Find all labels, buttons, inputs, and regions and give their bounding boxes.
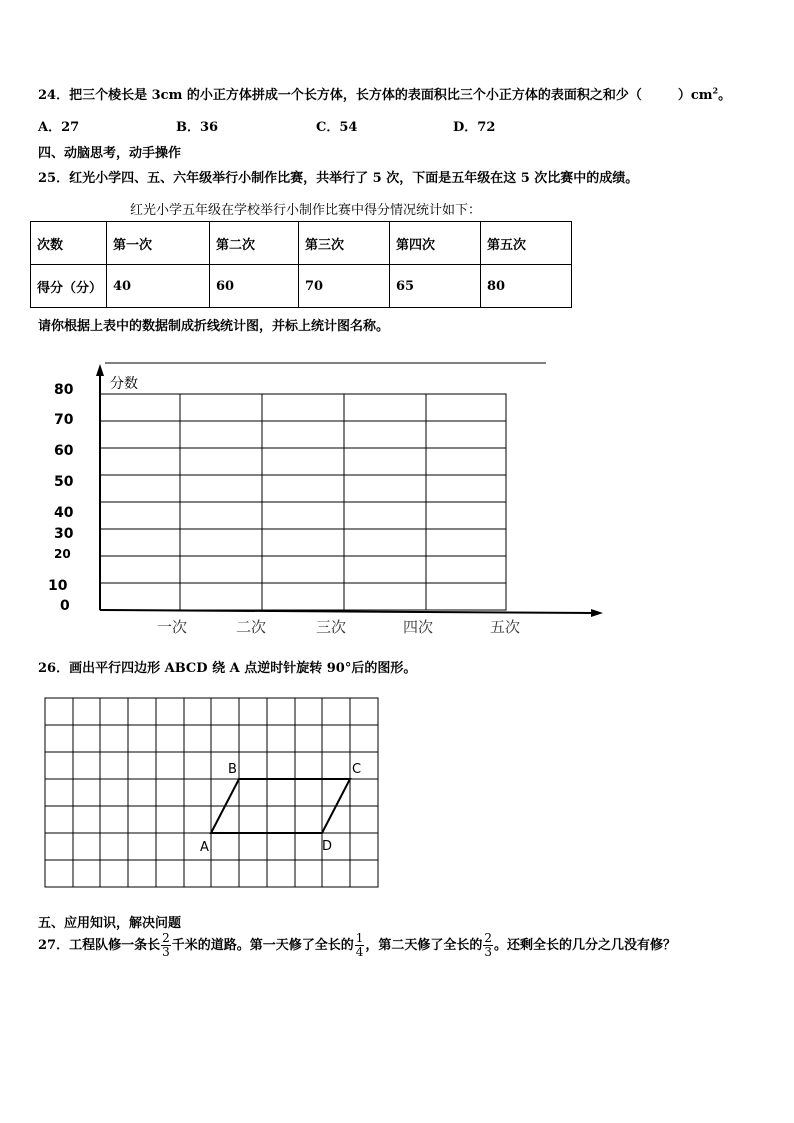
fraction-numerator: 2	[484, 931, 493, 945]
table-cell: 第一次	[107, 222, 210, 265]
section-4-heading: 四、动脑思考，动手操作	[38, 146, 182, 161]
q27-part1: 27．工程队修一条长	[38, 938, 161, 953]
table-row	[31, 222, 572, 265]
table-cell: 得分（分）	[31, 265, 107, 308]
question-27	[38, 932, 676, 959]
q27-part2: 千米的道路。第一天修了全长的	[171, 938, 354, 953]
x-axis-arrow-icon	[591, 609, 603, 617]
q27-part3: ，第二天修了全长的	[365, 938, 483, 953]
x-tick-label: 三次	[316, 618, 347, 636]
table-cell: 60	[210, 265, 299, 308]
x-tick-label: 二次	[236, 618, 267, 636]
table-cell: 第四次	[390, 222, 481, 265]
table-cell: 80	[481, 265, 572, 308]
y-tick-label: 50	[54, 474, 74, 490]
option-d: D．72	[453, 120, 496, 135]
q24-text-after: ）cm	[677, 88, 713, 103]
y-tick-label: 80	[54, 382, 74, 398]
y-tick-label: 20	[54, 547, 71, 561]
table-cell: 70	[299, 265, 390, 308]
question-26: 26．画出平行四边形 ABCD 绕 A 点逆时针旋转 90°后的图形。	[38, 661, 417, 676]
blank-line-chart[interactable]	[0, 350, 794, 650]
q27-part4: 。还剩全长的几分之几没有修？	[494, 938, 677, 953]
y-tick-label: 0	[60, 598, 70, 614]
x-tick-label: 四次	[403, 618, 434, 636]
table-cell: 第二次	[210, 222, 299, 265]
fraction-two-thirds	[483, 932, 493, 959]
y-tick-label: 70	[54, 412, 74, 428]
question-24	[38, 84, 731, 103]
option-c: C．54	[316, 120, 358, 135]
chart-grid	[100, 394, 506, 610]
score-table	[30, 221, 572, 308]
vertex-label-b: B	[228, 762, 237, 777]
table-cell: 65	[390, 265, 481, 308]
q24-unit-sup: 2	[712, 85, 719, 96]
y-axis-arrow-icon	[96, 364, 104, 376]
rotation-grid[interactable]	[0, 690, 794, 890]
y-axis-label: 分数	[110, 376, 138, 392]
option-a: A．27	[38, 120, 80, 135]
vertex-label-a: A	[200, 840, 209, 855]
table-row	[31, 265, 572, 308]
fraction-denominator: 4	[355, 945, 364, 959]
fraction-two-thirds	[161, 932, 171, 959]
fraction-denominator: 3	[162, 945, 170, 959]
option-b: B．36	[176, 120, 219, 135]
q24-text-before: 24．把三个棱长是 3cm 的小正方体拼成一个长方体，长方体的表面积比三个小正方体的表面积之和少（	[38, 88, 642, 103]
square-grid	[45, 698, 378, 887]
x-tick-label: 一次	[157, 618, 188, 636]
fraction-numerator: 2	[162, 931, 170, 945]
chart-instruction: 请你根据上表中的数据制成折线统计图，并标上统计图名称。	[38, 319, 390, 334]
table-cell: 第三次	[299, 222, 390, 265]
vertex-label-d: D	[322, 839, 333, 854]
table-cell: 次数	[31, 222, 107, 265]
question-25: 25．红光小学四、五、六年级举行小制作比赛，共举行了 5 次，下面是五年级在这 5 次比赛中的成绩。	[38, 171, 639, 186]
x-tick-label: 五次	[490, 618, 521, 636]
y-tick-label: 30	[54, 526, 74, 542]
table-caption: 红光小学五年级在学校举行小制作比赛中得分情况统计如下：	[130, 203, 482, 218]
y-tick-label: 10	[48, 578, 68, 594]
fraction-numerator: 1	[355, 931, 364, 945]
section-5-heading: 五、应用知识，解决问题	[38, 916, 182, 931]
fraction-one-quarter	[355, 932, 365, 959]
table-cell: 第五次	[481, 222, 572, 265]
y-tick-label: 40	[54, 505, 74, 521]
q24-period: 。	[718, 88, 732, 103]
y-tick-label: 60	[54, 443, 74, 459]
fraction-denominator: 3	[484, 945, 493, 959]
table-cell: 40	[107, 265, 210, 308]
vertex-label-c: C	[352, 762, 362, 777]
